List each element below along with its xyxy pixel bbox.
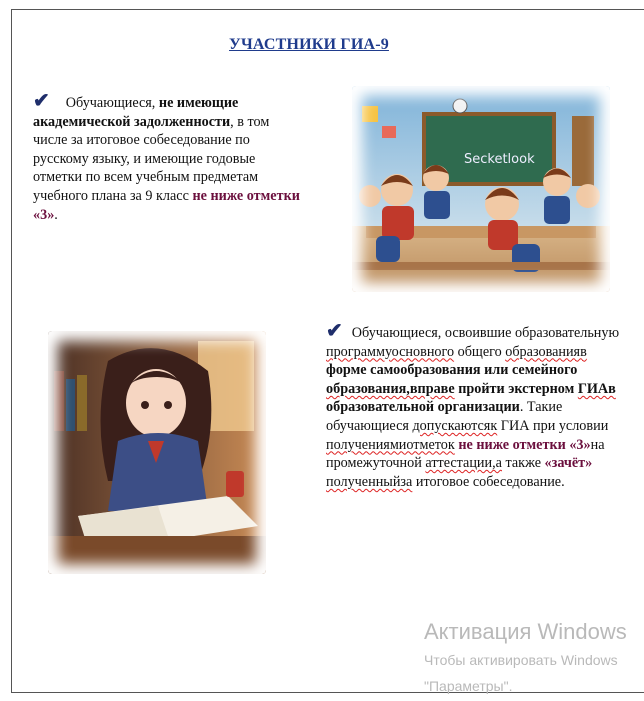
text-misspelled: допускаютсяк <box>412 417 498 434</box>
text: Обучающиеся, <box>65 95 159 111</box>
checkmark-icon: ✔ <box>33 90 50 112</box>
text-misspelled: получениямиотметок <box>326 436 455 453</box>
text-bold: форме самообразования или семейного <box>326 362 578 379</box>
paragraph-participants-2 <box>326 322 626 491</box>
text-misspelled: образованияв <box>505 343 587 360</box>
text: . Такие обучающиеся <box>326 399 563 434</box>
text-bold-misspelled: образования,вправе <box>326 380 455 397</box>
text: общего <box>454 343 506 360</box>
text-highlight: не ниже отметки «3» <box>33 187 300 223</box>
checkmark-icon: ✔ <box>326 320 343 342</box>
text-misspelled: программуосновного <box>326 343 455 360</box>
page-title: УЧАСТНИКИ ГИА-9 <box>229 36 389 53</box>
student-illustration <box>48 331 266 574</box>
activation-watermark-title: Активация Windows <box>424 619 627 644</box>
text-bold: не имеющие академической задолженности <box>33 95 239 130</box>
text: Обучающиеся, освоившие образовательную <box>351 325 620 341</box>
text: , в том числе за итоговое собеседование по русскому языку, и имеющие годовые отметки по всем учебным предметам учебного плана за 9 класс <box>33 113 270 204</box>
text-highlight: не ниже отметки «3» <box>458 436 591 453</box>
text-misspelled: полученныйза <box>326 473 413 490</box>
activation-watermark-subtitle: Чтобы активировать Windows <box>424 652 618 668</box>
text-bold-misspelled: ГИАв <box>577 380 616 397</box>
text: ГИА при условии <box>497 417 609 434</box>
chalkboard-text: Secketlook <box>464 152 535 167</box>
text-misspelled: аттестации,а <box>425 455 502 472</box>
text-bold: образовательной организации <box>326 399 520 416</box>
paragraph-participants-1 <box>33 92 301 224</box>
activation-watermark-settings: "Параметры". <box>424 678 513 694</box>
text: итоговое собеседование. <box>412 473 565 490</box>
classroom-illustration <box>352 86 610 292</box>
text: также <box>501 455 545 472</box>
text-highlight: «зачёт» <box>544 455 593 472</box>
text-bold: пройти экстерном <box>454 380 578 397</box>
text: на промежуточной <box>326 436 605 472</box>
text: . <box>54 206 58 223</box>
